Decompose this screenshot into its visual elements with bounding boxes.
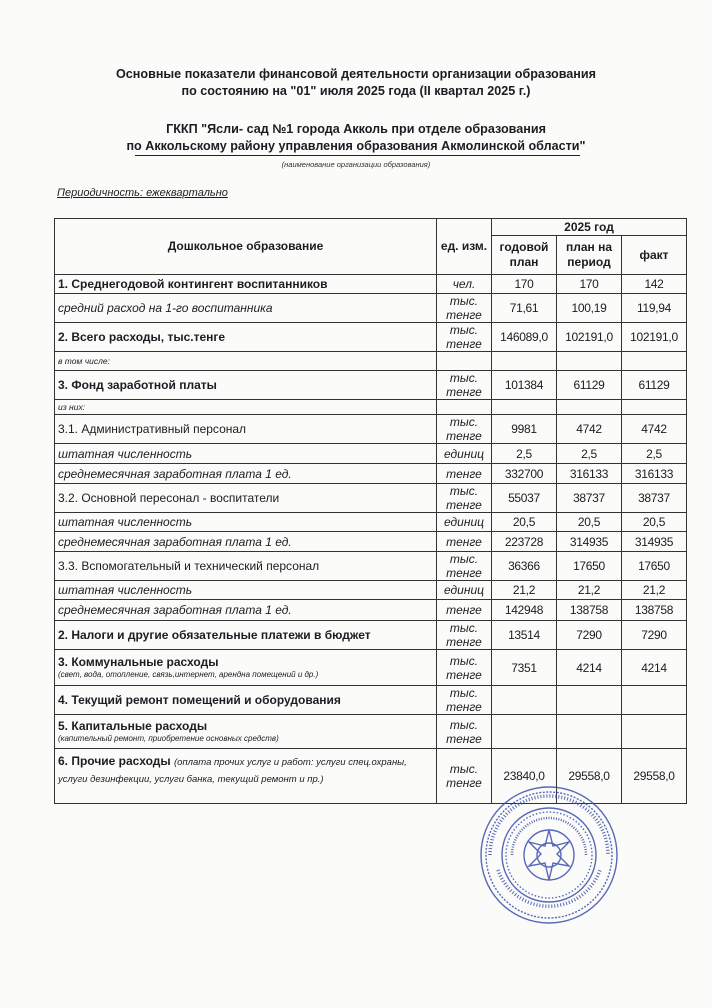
cell-period: 2,5 bbox=[557, 444, 622, 464]
cell-plan: 13514 bbox=[492, 621, 557, 650]
row-label: 3.2. Основной пересонал - воспитатели bbox=[55, 484, 437, 513]
cell-fact: 4214 bbox=[622, 650, 687, 686]
cell-plan: 170 bbox=[492, 275, 557, 294]
header-year: 2025 год bbox=[492, 219, 687, 236]
row-label: 1. Среднегодовой контингент воспитанников bbox=[55, 275, 437, 294]
cell-period: 61129 bbox=[557, 371, 622, 400]
row-label: 3.1. Административный персонал bbox=[55, 415, 437, 444]
row-unit: тыс. тенге bbox=[437, 484, 492, 513]
cell-plan: 23840,0 bbox=[492, 749, 557, 804]
cell-fact: 142 bbox=[622, 275, 687, 294]
row-unit: тыс. тенге bbox=[437, 371, 492, 400]
row-label: среднемесячная заработная плата 1 ед. bbox=[55, 464, 437, 484]
cell-period: 29558,0 bbox=[557, 749, 622, 804]
org-note: (наименование организации образования) bbox=[281, 160, 431, 169]
row-label: средний расход на 1-го воспитанника bbox=[55, 294, 437, 323]
row-label-block bbox=[55, 715, 437, 749]
row-unit: единиц bbox=[437, 444, 492, 464]
header-unit: ед. изм. bbox=[437, 219, 492, 275]
row-label: штатная численность bbox=[55, 581, 437, 600]
org-underline bbox=[135, 155, 580, 156]
cell-fact: 7290 bbox=[622, 621, 687, 650]
cell-period: 170 bbox=[557, 275, 622, 294]
row-unit: тенге bbox=[437, 532, 492, 552]
cell-fact: 29558,0 bbox=[622, 749, 687, 804]
row-unit: тыс. тенге bbox=[437, 323, 492, 352]
row-unit: тыс. тенге bbox=[437, 552, 492, 581]
cell-plan: 71,61 bbox=[492, 294, 557, 323]
cell-plan: 20,5 bbox=[492, 513, 557, 532]
stamp-text-inner bbox=[512, 818, 586, 855]
table-row bbox=[55, 650, 687, 686]
cell-fact: 314935 bbox=[622, 532, 687, 552]
report-title-line2: по состоянию на "01" июля 2025 года (II квартал 2025 г.) bbox=[181, 84, 531, 98]
table-row bbox=[55, 581, 687, 600]
cell-fact: 102191,0 bbox=[622, 323, 687, 352]
table-row bbox=[55, 464, 687, 484]
cell-period: 4742 bbox=[557, 415, 622, 444]
table-row bbox=[55, 621, 687, 650]
row-unit: тыс. тенге bbox=[437, 650, 492, 686]
periodicity: Периодичность: ежеквартально bbox=[57, 187, 228, 199]
row-unit: тыс. тенге bbox=[437, 415, 492, 444]
table-row bbox=[55, 686, 687, 715]
cell-fact: 17650 bbox=[622, 552, 687, 581]
cell-plan: 55037 bbox=[492, 484, 557, 513]
stamp-inner-ring bbox=[506, 812, 592, 898]
official-stamp-icon bbox=[478, 784, 620, 926]
stamp-text-top bbox=[490, 796, 608, 855]
stamp-middle-ring bbox=[502, 808, 596, 902]
row-label: 6. Прочие расходы bbox=[58, 754, 171, 768]
row-unit: единиц bbox=[437, 513, 492, 532]
row-label: штатная численность bbox=[55, 513, 437, 532]
table-row bbox=[55, 513, 687, 532]
cell-plan: 142948 bbox=[492, 600, 557, 621]
cell-period: 316133 bbox=[557, 464, 622, 484]
cell-period: 20,5 bbox=[557, 513, 622, 532]
cell-fact: 2,5 bbox=[622, 444, 687, 464]
cell-period: 21,2 bbox=[557, 581, 622, 600]
row-sublabel: (свет, вода, отопление, связь,интернет, арендна помещений и др.) bbox=[58, 670, 319, 679]
row-label: в том числе: bbox=[55, 352, 437, 371]
cell-plan: 36366 bbox=[492, 552, 557, 581]
table-row bbox=[55, 294, 687, 323]
cell-plan: 21,2 bbox=[492, 581, 557, 600]
stamp-emblem-star bbox=[529, 830, 569, 880]
table-row bbox=[55, 352, 687, 371]
cell-period: 138758 bbox=[557, 600, 622, 621]
table-row bbox=[55, 552, 687, 581]
cell-period: 100,19 bbox=[557, 294, 622, 323]
cell-fact: 21,2 bbox=[622, 581, 687, 600]
stamp-ring-dashed bbox=[486, 792, 612, 918]
row-label: из них: bbox=[55, 400, 437, 415]
header-name: Дошкольное образование bbox=[55, 219, 437, 275]
cell-plan: 223728 bbox=[492, 532, 557, 552]
table-row bbox=[55, 444, 687, 464]
row-unit: тенге bbox=[437, 464, 492, 484]
table-row bbox=[55, 715, 687, 749]
stamp-text-bottom bbox=[498, 870, 600, 906]
row-unit: тыс. тенге bbox=[437, 621, 492, 650]
cell-fact: 61129 bbox=[622, 371, 687, 400]
row-label: среднемесячная заработная плата 1 ед. bbox=[55, 532, 437, 552]
header-plan-period: план на период bbox=[557, 236, 622, 275]
row-unit: тыс. тенге bbox=[437, 749, 492, 804]
table-row bbox=[55, 532, 687, 552]
row-unit: чел. bbox=[437, 275, 492, 294]
table-row bbox=[55, 275, 687, 294]
row-unit: тыс. тенге bbox=[437, 294, 492, 323]
row-label: 3.3. Вспомогательный и технический персонал bbox=[55, 552, 437, 581]
table-row bbox=[55, 600, 687, 621]
row-label-block bbox=[55, 749, 437, 804]
row-label: среднемесячная заработная плата 1 ед. bbox=[55, 600, 437, 621]
cell-plan: 9981 bbox=[492, 415, 557, 444]
cell-fact: 20,5 bbox=[622, 513, 687, 532]
row-label: 3. Коммунальные расходы bbox=[58, 655, 219, 669]
cell-fact: 138758 bbox=[622, 600, 687, 621]
row-note-line2: услуги дезинфекции, услуги банка, текущий ремонт и пр.) bbox=[58, 774, 324, 785]
row-unit: тыс. тенге bbox=[437, 686, 492, 715]
cell-period: 102191,0 bbox=[557, 323, 622, 352]
row-label-block bbox=[55, 650, 437, 686]
header-fact: факт bbox=[622, 236, 687, 275]
row-unit: тыс. тенге bbox=[437, 715, 492, 749]
cell-period: 38737 bbox=[557, 484, 622, 513]
cell-plan: 7351 bbox=[492, 650, 557, 686]
cell-plan: 101384 bbox=[492, 371, 557, 400]
cell-period: 17650 bbox=[557, 552, 622, 581]
org-name-line1: ГККП "Ясли- сад №1 города Акколь при отделе образования bbox=[166, 122, 546, 136]
table-row bbox=[55, 400, 687, 415]
cell-period: 4214 bbox=[557, 650, 622, 686]
cell-fact: 38737 bbox=[622, 484, 687, 513]
cell-fact: 119,94 bbox=[622, 294, 687, 323]
row-unit: тенге bbox=[437, 600, 492, 621]
cell-fact: 4742 bbox=[622, 415, 687, 444]
cell-plan: 146089,0 bbox=[492, 323, 557, 352]
row-sublabel: (капительный ремонт, приобретение основных средств) bbox=[58, 734, 279, 743]
table-row bbox=[55, 484, 687, 513]
cell-period: 314935 bbox=[557, 532, 622, 552]
header-plan-year: годовой план bbox=[492, 236, 557, 275]
row-label: штатная численность bbox=[55, 444, 437, 464]
row-label: 2. Налоги и другие обязательные платежи в бюджет bbox=[55, 621, 437, 650]
row-label: 4. Текущий ремонт помещений и оборудования bbox=[55, 686, 437, 715]
report-title-line1: Основные показатели финансовой деятельности организации образования bbox=[115, 67, 596, 81]
row-inline-note: (оплата прочих услуг и работ: услуги спец.охраны, bbox=[173, 757, 407, 768]
cell-fact: 316133 bbox=[622, 464, 687, 484]
row-label: 5. Капитальные расходы bbox=[58, 719, 208, 733]
stamp-emblem-ring bbox=[524, 830, 574, 880]
row-label: 2. Всего расходы, тыс.тенге bbox=[55, 323, 437, 352]
row-label: 3. Фонд заработной платы bbox=[55, 371, 437, 400]
financial-table bbox=[54, 218, 687, 804]
cell-plan: 2,5 bbox=[492, 444, 557, 464]
table-row bbox=[55, 371, 687, 400]
cell-plan: 332700 bbox=[492, 464, 557, 484]
table-row bbox=[55, 415, 687, 444]
org-name-line2: по Аккольскому району управления образования Акмолинской области" bbox=[126, 139, 586, 153]
table-row bbox=[55, 323, 687, 352]
cell-period: 7290 bbox=[557, 621, 622, 650]
row-unit: единиц bbox=[437, 581, 492, 600]
